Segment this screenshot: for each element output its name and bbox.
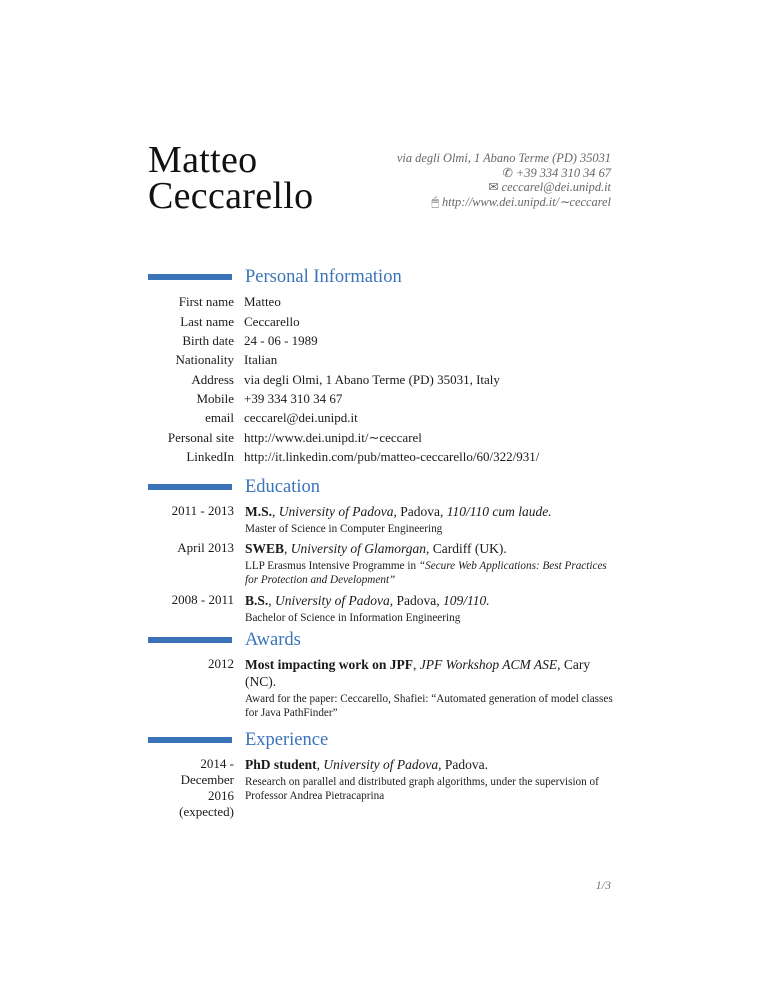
info-label: email	[205, 410, 234, 425]
experience-city: Padova.	[444, 757, 488, 772]
contact-phone-line	[311, 166, 611, 181]
award-city: Cary (NC).	[245, 657, 591, 689]
info-label: Nationality	[175, 352, 234, 367]
info-label: Last name	[180, 314, 234, 329]
info-value: +39 334 310 34 67	[244, 391, 343, 406]
page-number: 1/3	[595, 878, 611, 892]
info-value: Italian	[244, 352, 278, 367]
contact-block	[311, 151, 611, 209]
experience-org: University of Padova	[323, 757, 439, 772]
mouse-icon: 🖱	[431, 194, 439, 209]
info-label: Birth date	[182, 333, 234, 348]
section-bar-education	[148, 484, 232, 490]
info-value[interactable]: http://it.linkedin.com/pub/matteo-ceccarello/60/322/931/	[244, 449, 540, 464]
contact-website[interactable]: http://www.dei.unipd.it/∼ceccarel	[441, 194, 611, 209]
entry-degree: B.S.	[245, 593, 269, 608]
info-label: Address	[191, 372, 234, 387]
section-bar-experience	[148, 737, 232, 743]
entry-date: 2014 - December 2016 (expected)	[179, 756, 234, 819]
section-title-personal: Personal Information	[245, 267, 402, 287]
entry-description: Award for the paper: Ceccarello, Shafiei: “Automated generation of model classes for Java PathFinder”	[245, 693, 613, 719]
section-bar-personal	[148, 274, 232, 280]
envelope-icon: ✉	[488, 180, 499, 194]
award-name: Most impacting work on JPF	[245, 657, 413, 672]
entry-city: Padova,	[400, 504, 444, 519]
entry-description: Research on parallel and distributed graph algorithms, under the supervision of Professor Andrea Pietracaprina	[245, 776, 599, 802]
info-value: Matteo	[244, 294, 281, 309]
entry-course-title: “Secure Web Applications: Best Practices for Protection and Development”	[245, 560, 607, 586]
entry-date: 2012	[208, 656, 234, 671]
entry-date: April 2013	[177, 540, 234, 555]
experience-role: PhD student	[245, 757, 317, 772]
info-label: First name	[178, 294, 234, 309]
info-value[interactable]: ceccarel@dei.unipd.it	[244, 410, 358, 425]
contact-web-line	[311, 195, 611, 210]
info-value: Ceccarello	[244, 314, 300, 329]
section-bar-awards	[148, 637, 232, 643]
info-value: 24 - 06 - 1989	[244, 333, 318, 348]
info-value[interactable]: http://www.dei.unipd.it/∼ceccarel	[244, 430, 422, 445]
entry-city: Cardiff (UK).	[432, 541, 507, 556]
entry-city: Padova,	[396, 593, 440, 608]
entry-grade: 110/110 cum laude.	[446, 504, 552, 519]
entry-description: LLP Erasmus Intensive Programme in “Secure Web Applications: Best Practices for Protection and Development”	[245, 560, 607, 586]
last-name: Ceccarello	[148, 175, 314, 217]
entry-degree: SWEB	[245, 541, 285, 556]
section-title-awards: Awards	[245, 630, 301, 650]
info-label: Personal site	[167, 430, 234, 445]
info-value: via degli Olmi, 1 Abano Terme (PD) 35031, Italy	[244, 372, 500, 387]
section-title-experience: Experience	[245, 730, 329, 750]
entry-school: University of Padova	[278, 504, 394, 519]
info-label: Mobile	[196, 391, 234, 406]
entry-grade: 109/110.	[443, 593, 490, 608]
contact-email-line	[311, 180, 611, 195]
entry-description: Master of Science in Computer Engineering	[245, 523, 443, 535]
award-venue: JPF Workshop ACM ASE	[419, 657, 558, 672]
entry-degree: M.S.	[245, 504, 272, 519]
info-label: LinkedIn	[186, 449, 234, 464]
entry-date: 2008 - 2011	[171, 592, 234, 607]
entry-school: University of Glamorgan	[290, 541, 427, 556]
entry-description: Bachelor of Science in Information Engineering	[245, 612, 461, 624]
candidate-name	[148, 139, 314, 217]
entry-school: University of Padova	[275, 593, 390, 608]
entry-date: 2011 - 2013	[171, 503, 234, 518]
contact-phone: +39 334 310 34 67	[515, 165, 611, 180]
phone-icon: ✆	[502, 165, 513, 180]
contact-address: via degli Olmi, 1 Abano Terme (PD) 35031	[396, 151, 611, 165]
contact-email[interactable]: ceccarel@dei.unipd.it	[501, 180, 611, 194]
first-name: Matteo	[148, 139, 258, 181]
section-title-education: Education	[245, 477, 321, 497]
